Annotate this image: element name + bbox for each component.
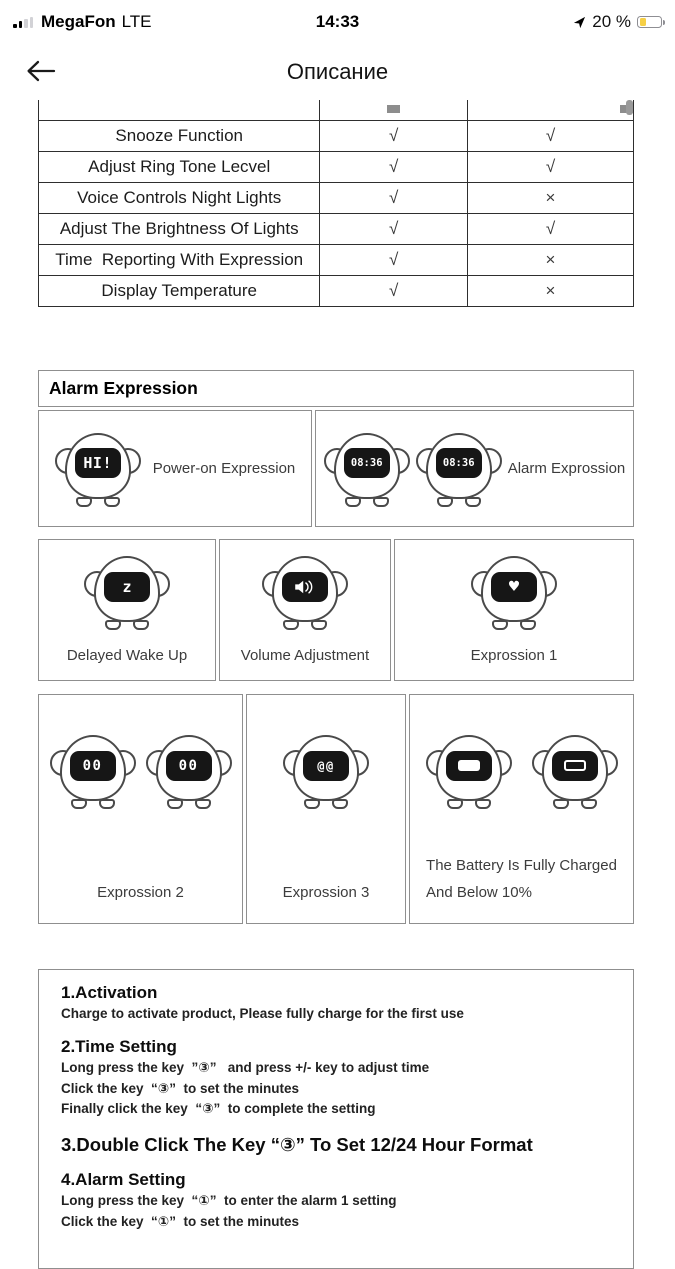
delayed-wake-cell: [38, 539, 216, 681]
status-left: [13, 12, 152, 32]
instruction-heading: 2.Time Setting: [61, 1037, 177, 1057]
eyes-robot: [50, 733, 136, 809]
instruction-line: Long press the key “①” to enter the alarm 1 setting: [61, 1193, 397, 1209]
battery-status-cell: [409, 694, 634, 924]
cellular-signal-icon: [13, 17, 33, 28]
robot-body: [65, 433, 131, 499]
feature-comparison-table: [38, 100, 634, 307]
feature-mark: √: [320, 214, 468, 245]
page-title: Описание: [286, 59, 389, 84]
cutoff-glyph: [387, 105, 400, 113]
cell-label: Exprossion 1: [470, 647, 558, 664]
feature-name: Adjust The Brightness Of Lights: [39, 214, 320, 245]
screen-text: 00: [82, 757, 103, 774]
robot-foot-icon: [133, 620, 149, 630]
swirl-eyes-robot: [283, 733, 369, 809]
feature-mark: √: [320, 121, 468, 152]
robot-body: [272, 556, 338, 622]
speaker-icon: [293, 579, 317, 595]
cell-label: Alarm Exprossion: [507, 460, 626, 477]
network-type-label: LTE: [121, 12, 152, 31]
screen-text: 08:36: [350, 457, 383, 469]
feature-mark: √: [467, 152, 633, 183]
table-row: [39, 214, 634, 245]
feature-mark: √: [467, 121, 633, 152]
robot-pair: [50, 733, 232, 809]
power-on-robot: [55, 431, 141, 507]
power-on-cell: [38, 410, 312, 527]
alarm-clock-robot: [416, 431, 502, 507]
battery-label-line2: And Below 10%: [426, 884, 532, 902]
robot-screen: [166, 751, 212, 781]
feature-mark: ×: [467, 245, 633, 276]
screen-text: 00: [178, 757, 199, 774]
instruction-heading: 4.Alarm Setting: [61, 1170, 186, 1190]
instruction-heading: 3.Double Click The Key “③” To Set 12/24 Hour Format: [61, 1134, 533, 1156]
robot-screen: [70, 751, 116, 781]
robot-screen: [344, 448, 390, 478]
feature-name: Voice Controls Night Lights: [39, 183, 320, 214]
feature-name: Time Reporting With Expression: [39, 245, 320, 276]
table-row: [39, 121, 634, 152]
alarm-clock-robot: [324, 431, 410, 507]
alarm-expression-header: [38, 370, 634, 407]
battery-percent-label: 20 %: [592, 12, 631, 31]
robot-screen: [75, 448, 121, 478]
expression-grid-2: [38, 694, 634, 924]
back-arrow-icon: [25, 59, 57, 83]
feature-mark: √: [467, 214, 633, 245]
table-row: [39, 183, 634, 214]
robot-foot-icon: [520, 620, 536, 630]
expression-1-cell: [394, 539, 634, 681]
feature-mark: ×: [467, 276, 633, 307]
cell-label: Exprossion 3: [282, 884, 370, 901]
battery-icon: [637, 16, 662, 29]
swirl-eyes-icon: @@: [317, 758, 335, 773]
robot-body: [542, 735, 608, 801]
screen-text: 08:36: [442, 457, 475, 469]
status-bar: [0, 0, 675, 44]
expression-3-cell: [246, 694, 406, 924]
feature-name: Snooze Function: [39, 121, 320, 152]
robot-screen: [436, 448, 482, 478]
robot-foot-icon: [332, 799, 348, 809]
robot-body: [94, 556, 160, 622]
instruction-line: Charge to activate product, Please fully charge for the first use: [61, 1006, 464, 1022]
robot-screen: [491, 572, 537, 602]
robot-foot-icon: [311, 620, 327, 630]
status-clock: 14:33: [315, 12, 360, 31]
robot-screen: [282, 572, 328, 602]
robot-screen: [552, 751, 598, 781]
section-title: Alarm Expression: [49, 378, 198, 398]
robot-body: [156, 735, 222, 801]
instruction-line: Click the key “①” to set the minutes: [61, 1213, 299, 1229]
feature-mark: ×: [467, 183, 633, 214]
robot-single: [283, 733, 369, 809]
cutoff-table-row: [39, 100, 634, 121]
instruction-line: Finally click the key “③” to complete the setting: [61, 1100, 376, 1116]
robot-body: [426, 433, 492, 499]
screen-text: HI!: [83, 454, 112, 472]
battery-low-robot: [532, 733, 618, 809]
delayed-wake-robot: [84, 554, 170, 630]
robot-body: [60, 735, 126, 801]
feature-mark: √: [320, 152, 468, 183]
feature-mark: √: [320, 245, 468, 276]
cell-label: Volume Adjustment: [240, 647, 370, 664]
location-arrow-icon: [573, 16, 586, 29]
robot-screen: [104, 572, 150, 602]
battery-full-robot: [426, 733, 512, 809]
robot-body: [334, 433, 400, 499]
alarm-expression-cell: [315, 410, 634, 527]
battery-label-line1: The Battery Is Fully Charged: [426, 856, 617, 874]
cell-label: [426, 852, 617, 908]
feature-name: Display Temperature: [39, 276, 320, 307]
feature-mark: √: [320, 276, 468, 307]
robot-body: [293, 735, 359, 801]
heart-robot: [471, 554, 557, 630]
battery-fill: [640, 18, 646, 26]
expression-2-cell: [38, 694, 243, 924]
cell-label: Power-on Expression: [152, 460, 296, 477]
eyes-robot: [146, 733, 232, 809]
battery-full-icon: [458, 760, 480, 771]
alarm-expression-cells: [38, 410, 634, 527]
battery-low-icon: [564, 760, 586, 771]
back-button[interactable]: [24, 58, 58, 86]
heart-icon: ♥: [508, 576, 520, 597]
instruction-line: Click the key “③” to set the minutes: [61, 1080, 299, 1096]
nav-bar: [0, 44, 675, 100]
instruction-line: Long press the key ”③” and press +/- key to adjust time: [61, 1060, 430, 1076]
cell-label: Exprossion 2: [97, 884, 184, 901]
feature-name: Adjust Ring Tone Lecvel: [39, 152, 320, 183]
table-row: [39, 152, 634, 183]
status-right: [573, 12, 662, 32]
robot-body: [481, 556, 547, 622]
feature-mark: √: [320, 183, 468, 214]
robot-body: [436, 735, 502, 801]
table-row: [39, 245, 634, 276]
robot-pair: [426, 733, 618, 809]
robot-screen: [303, 751, 349, 781]
table-row: [39, 276, 634, 307]
instruction-heading: 1.Activation: [61, 983, 158, 1002]
cell-label: Delayed Wake Up: [66, 647, 188, 664]
screen-text: z: [122, 577, 132, 596]
robot-screen: [446, 751, 492, 781]
carrier-label: MegaFon: [41, 12, 116, 31]
volume-adjustment-cell: [219, 539, 391, 681]
scroll-indicator[interactable]: [626, 100, 633, 115]
expression-grid-1: [38, 539, 634, 681]
volume-robot: [262, 554, 348, 630]
instructions-box: [38, 969, 634, 1269]
